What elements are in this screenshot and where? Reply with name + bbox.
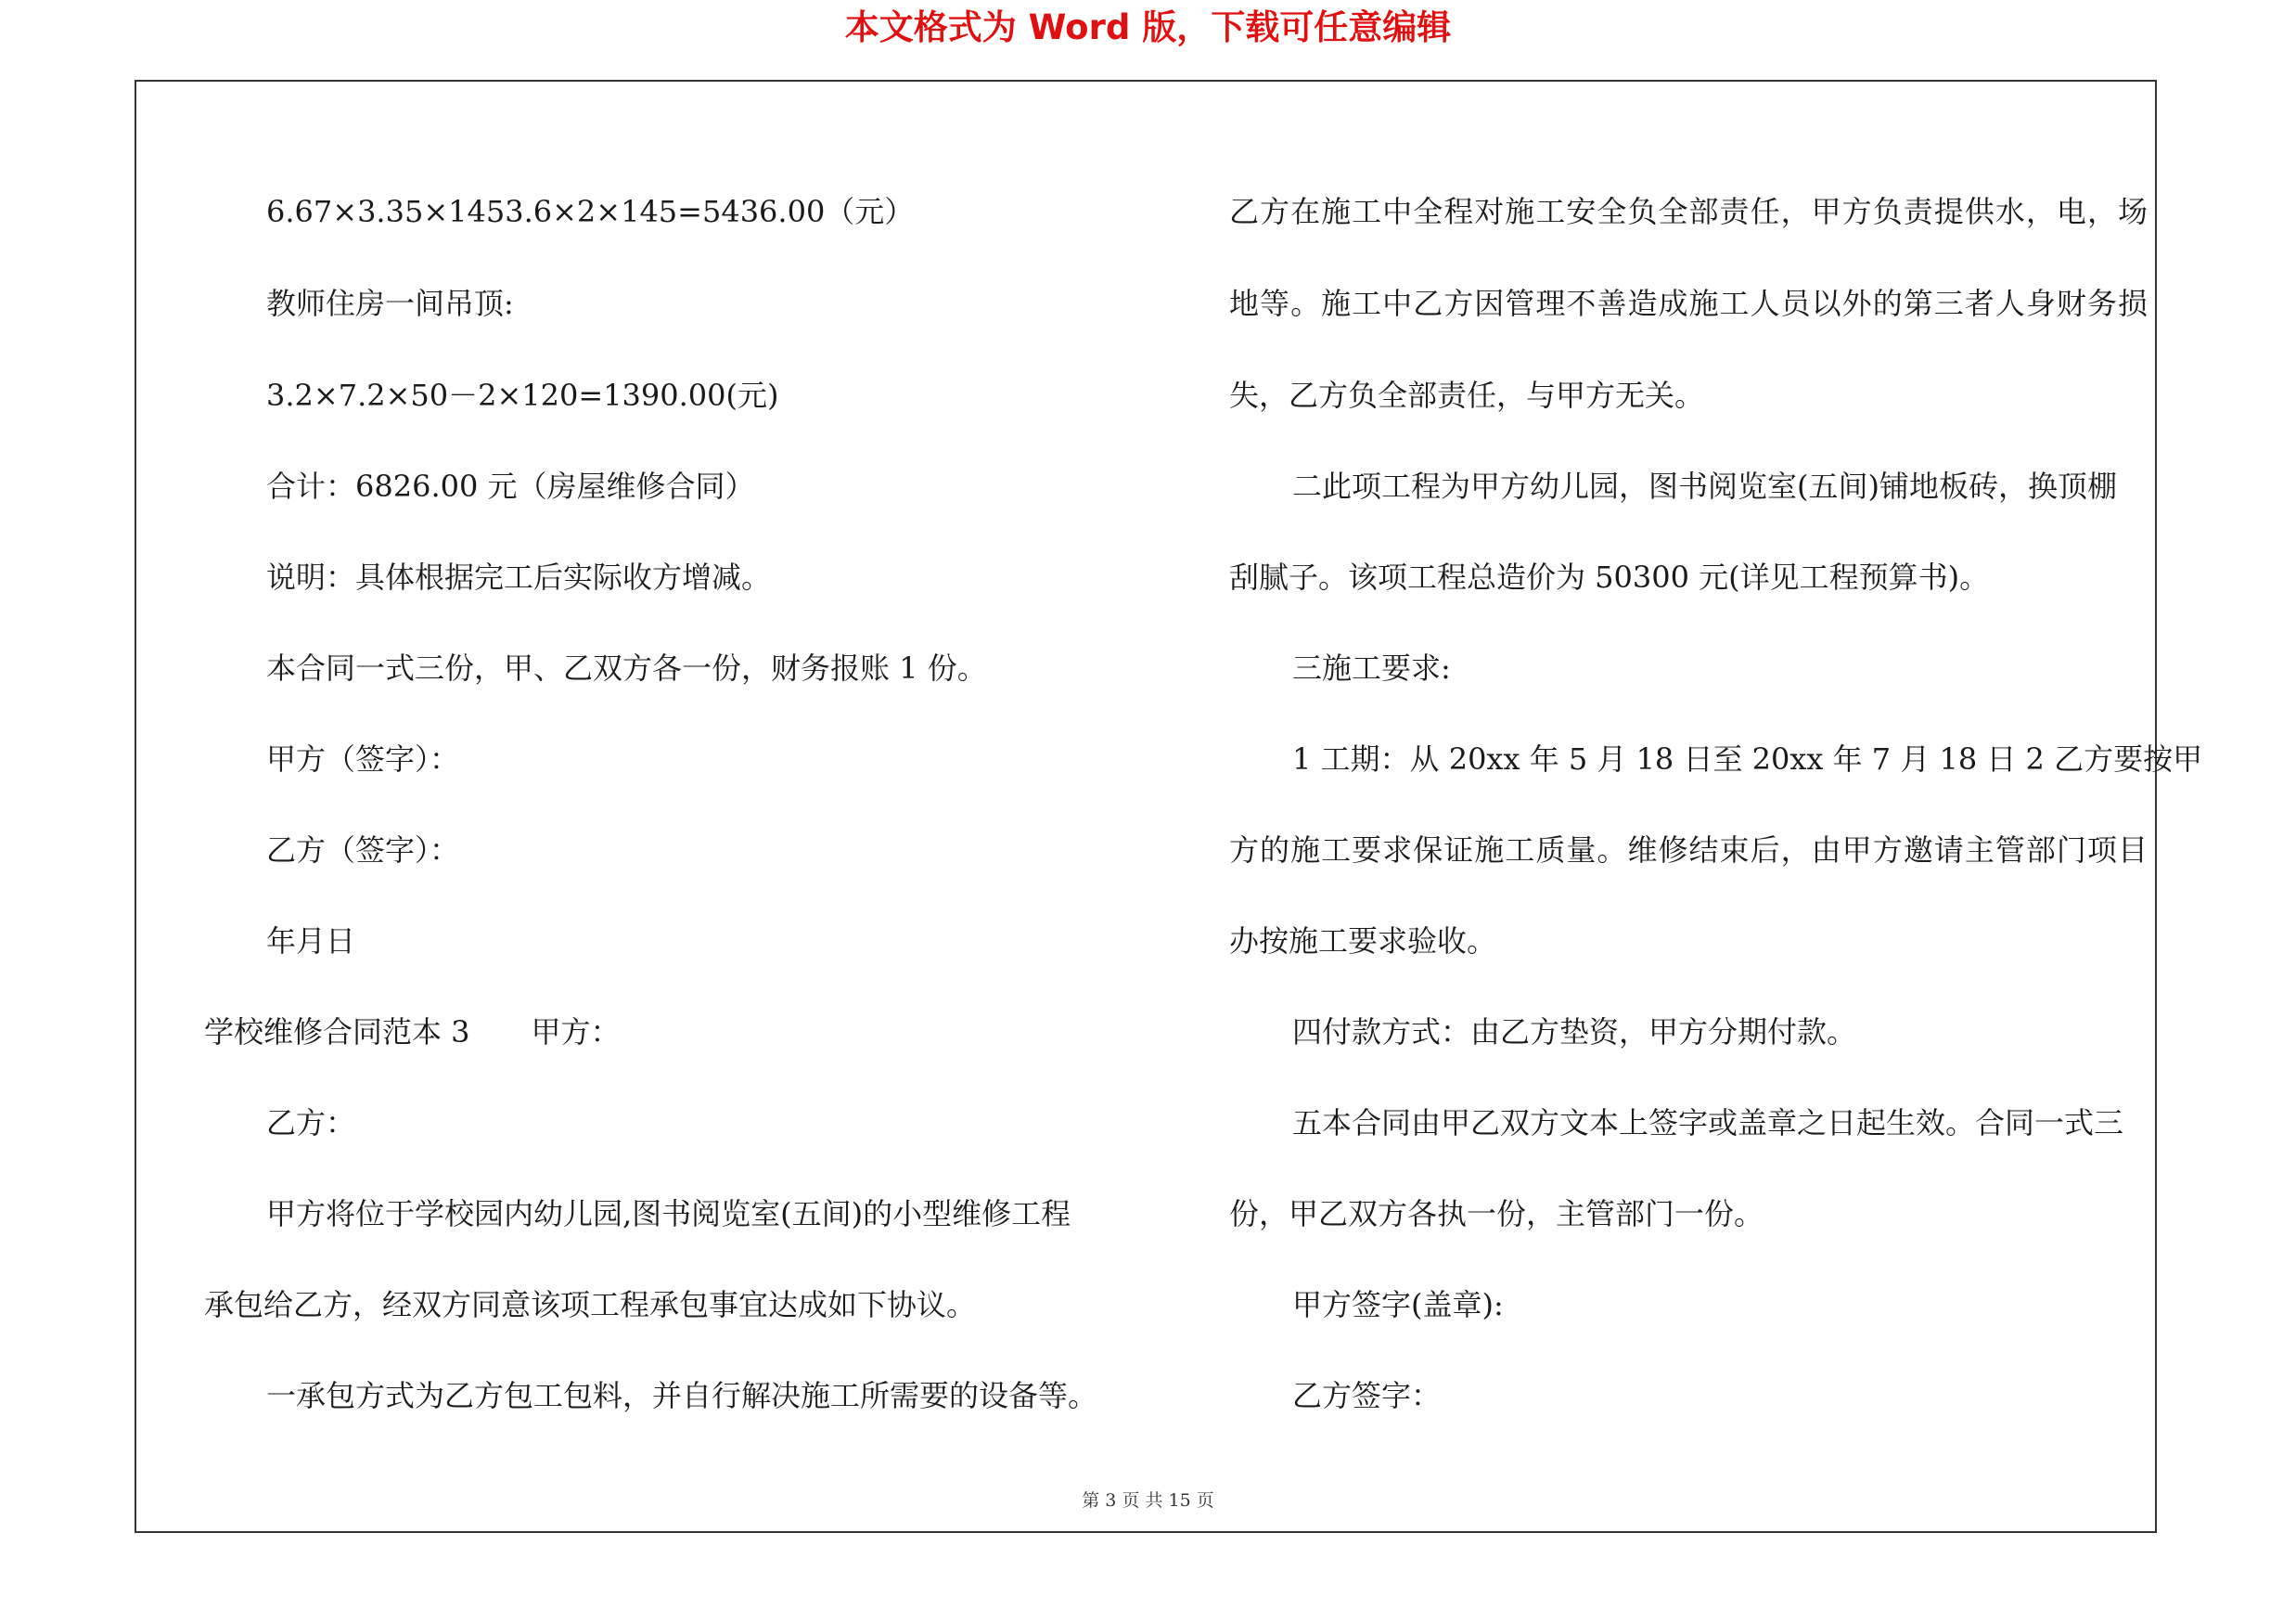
- text-line: 乙方在施工中全程对施工安全负全部责任，甲方负责提供水，电，场: [1229, 194, 2148, 229]
- text-line: 份，甲乙双方各执一份，主管部门一份。: [1229, 1196, 1764, 1231]
- text-line: 办按施工要求验收。: [1229, 923, 1497, 959]
- text-line: 合计：6826.00 元（房屋维修合同）: [266, 469, 755, 504]
- text-line: 方的施工要求保证施工质量。维修结束后，由甲方邀请主管部门项目: [1229, 832, 2148, 868]
- page-number: 第 3 页 共 15 页: [1082, 1490, 1214, 1511]
- text-line: 年月日: [266, 923, 356, 959]
- text-line: 三施工要求:: [1292, 650, 1451, 686]
- text-line: 教师住房一间吊顶:: [266, 286, 514, 321]
- text-line: 承包给乙方，经双方同意该项工程承包事宜达成如下协议。: [204, 1287, 977, 1322]
- text-line: 3.2×7.2×50－2×120=1390.00(元): [266, 378, 779, 413]
- text-line: 乙方：: [266, 1105, 356, 1140]
- text-line: 二此项工程为甲方幼儿园，图书阅览室(五间)铺地板砖，换顶棚: [1292, 469, 2117, 504]
- text-line: 甲方签字(盖章):: [1292, 1287, 1504, 1322]
- text-line: 一承包方式为乙方包工包料，并自行解决施工所需要的设备等。: [266, 1378, 1098, 1413]
- text-line: 地等。施工中乙方因管理不善造成施工人员以外的第三者人身财务损: [1229, 286, 2148, 321]
- text-line: 刮腻子。该项工程总造价为 50300 元(详见工程预算书)。: [1229, 560, 1990, 595]
- text-line: 甲方将位于学校园内幼儿园,图书阅览室(五间)的小型维修工程: [266, 1196, 1071, 1231]
- section-party: 甲方：: [531, 1014, 621, 1050]
- text-line: 四付款方式：由乙方垫资，甲方分期付款。: [1292, 1014, 1857, 1050]
- text-line: 说明：具体根据完工后实际收方增减。: [266, 560, 772, 595]
- text-line: 乙方签字：: [1292, 1378, 1442, 1413]
- text-line: 6.67×3.35×1453.6×2×145=5436.00（元）: [266, 194, 915, 229]
- format-banner: 本文格式为 Word 版，下载可任意编辑: [844, 7, 1452, 47]
- text-line: 失，乙方负全部责任，与甲方无关。: [1229, 378, 1705, 413]
- text-line: 乙方（签字）：: [266, 832, 460, 868]
- text-line: 1 工期：从 20xx 年 5 月 18 日至 20xx 年 7 月 18 日 2 乙方要按甲: [1292, 741, 2203, 777]
- text-line: 本合同一式三份，甲、乙双方各一份，财务报账 1 份。: [266, 650, 987, 686]
- text-line: 甲方（签字）：: [266, 741, 460, 777]
- section-heading: [204, 1013, 621, 1050]
- text-line: 五本合同由甲乙双方文本上签字或盖章之日起生效。合同一式三: [1292, 1105, 2124, 1140]
- section-title: 学校维修合同范本 3: [204, 1014, 470, 1050]
